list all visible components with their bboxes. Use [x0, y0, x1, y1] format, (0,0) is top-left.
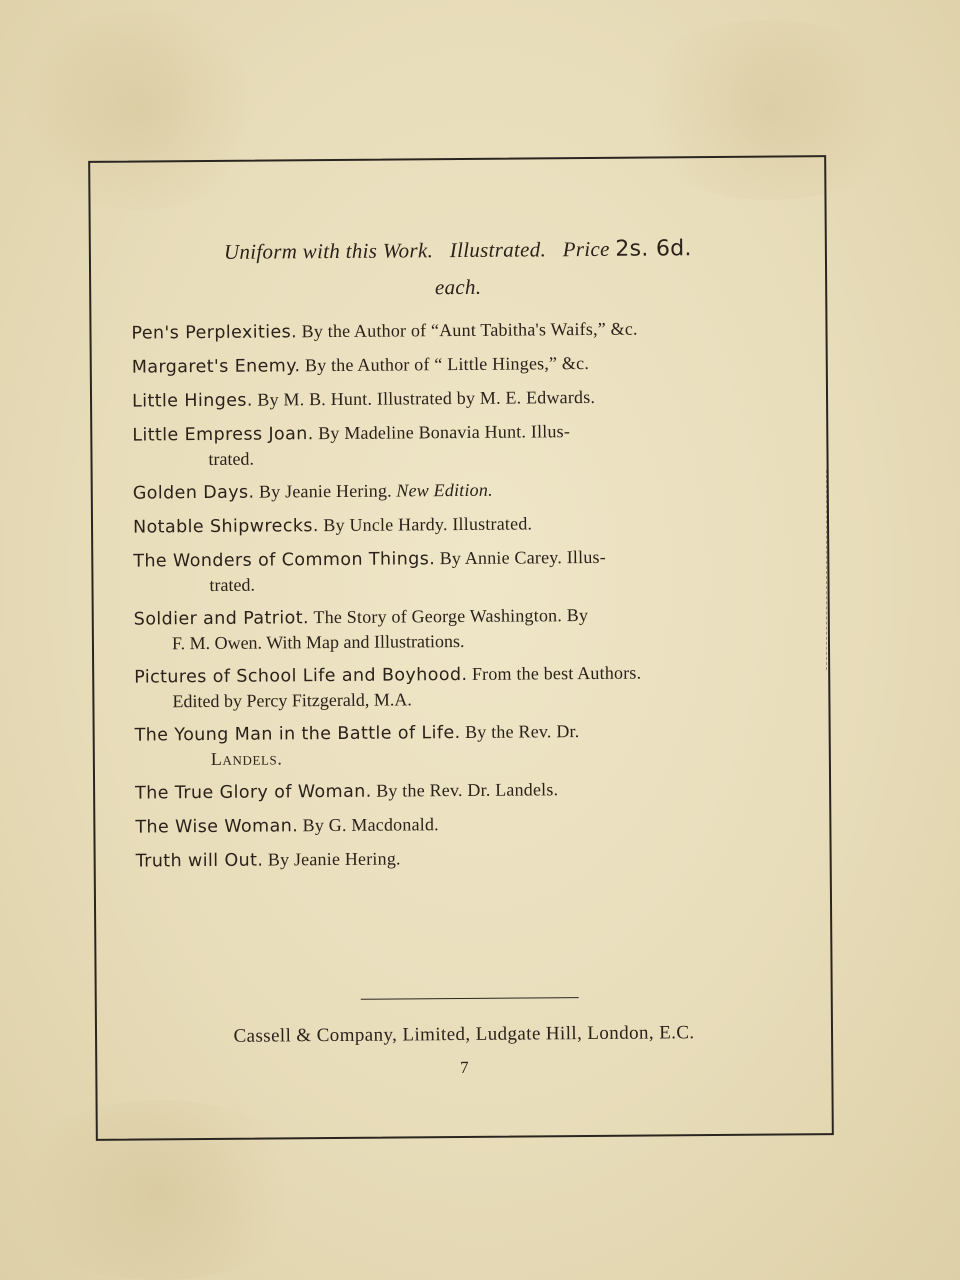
advertisement-frame	[88, 155, 834, 1141]
book-edition-note: New Edition.	[396, 479, 493, 501]
book-byline: By the Rev. Dr.	[464, 721, 580, 742]
book-byline: By Madeline Bonavia Hunt. Illus-	[318, 421, 571, 444]
book-byline-continued: trated.	[209, 574, 256, 595]
book-byline: From the best Authors.	[471, 662, 642, 684]
page-number: 7	[459, 1057, 469, 1078]
book-title: Truth will Out.	[135, 850, 264, 872]
book-byline-continued: Edited by Percy Fitzgerald, M.A.	[172, 689, 412, 712]
heading-illustrated: Illustrated.	[449, 237, 547, 263]
list-item	[135, 775, 785, 805]
book-byline: By Jeanie Hering.	[267, 848, 401, 870]
book-byline: By the Author of “Aunt Tabitha's Waifs,” &c.	[301, 318, 638, 342]
heading	[131, 229, 786, 307]
book-title: Little Hinges.	[131, 390, 253, 412]
book-title: The True Glory of Woman.	[135, 781, 372, 804]
list-item	[133, 475, 783, 505]
book-title: The Wise Woman.	[135, 816, 299, 838]
book-byline: By Jeanie Hering.	[258, 480, 392, 502]
heading-each: each.	[434, 274, 482, 300]
book-byline: By M. B. Hunt. Illustrated by M. E. Edwards.	[257, 386, 596, 410]
list-item	[132, 417, 782, 471]
heading-price-value: 2s. 6d.	[615, 236, 692, 262]
heading-uniform: Uniform with this Work.	[223, 238, 434, 264]
book-title: Pen's Perplexities.	[131, 322, 298, 344]
book-title: Golden Days.	[132, 482, 255, 504]
book-byline: By G. Macdonald.	[302, 814, 439, 836]
list-item	[132, 383, 782, 413]
publisher-imprint: Cassell & Company, Limited, Ludgate Hill, London, E.C.	[233, 1022, 695, 1047]
book-byline-continued: F. M. Owen. With Map and Illustrations.	[171, 630, 465, 654]
divider-rule	[361, 997, 579, 1000]
book-byline: By the Rev. Dr. Landels.	[376, 779, 559, 801]
list-item	[135, 809, 785, 839]
list-item	[134, 601, 784, 655]
list-item	[134, 659, 784, 713]
book-byline-continued: Landels.	[210, 748, 283, 769]
list-item	[136, 843, 786, 873]
book-title: Little Empress Joan.	[132, 424, 314, 446]
book-byline: The Story of George Washington. By	[313, 605, 589, 628]
book-byline: By Annie Carey. Illus-	[439, 546, 606, 569]
book-byline: By Uncle Hardy. Illustrated.	[323, 513, 533, 536]
book-title: The Wonders of Common Things.	[133, 549, 436, 572]
heading-price-label: Price	[562, 236, 610, 262]
book-byline: By the Author of “ Little Hinges,” &c.	[304, 352, 590, 376]
list-item	[131, 315, 781, 345]
book-title: Soldier and Patriot.	[133, 608, 310, 630]
list-item	[132, 349, 782, 379]
book-title: Notable Shipwrecks.	[132, 516, 319, 538]
list-item	[133, 509, 783, 539]
book-title: Pictures of School Life and Boyhood.	[134, 664, 468, 688]
book-title: Margaret's Enemy.	[131, 356, 301, 378]
list-item	[135, 717, 785, 771]
book-list	[131, 315, 785, 882]
book-title: The Young Man in the Battle of Life.	[134, 723, 461, 746]
book-byline-continued: trated.	[208, 448, 255, 469]
list-item	[133, 543, 783, 597]
